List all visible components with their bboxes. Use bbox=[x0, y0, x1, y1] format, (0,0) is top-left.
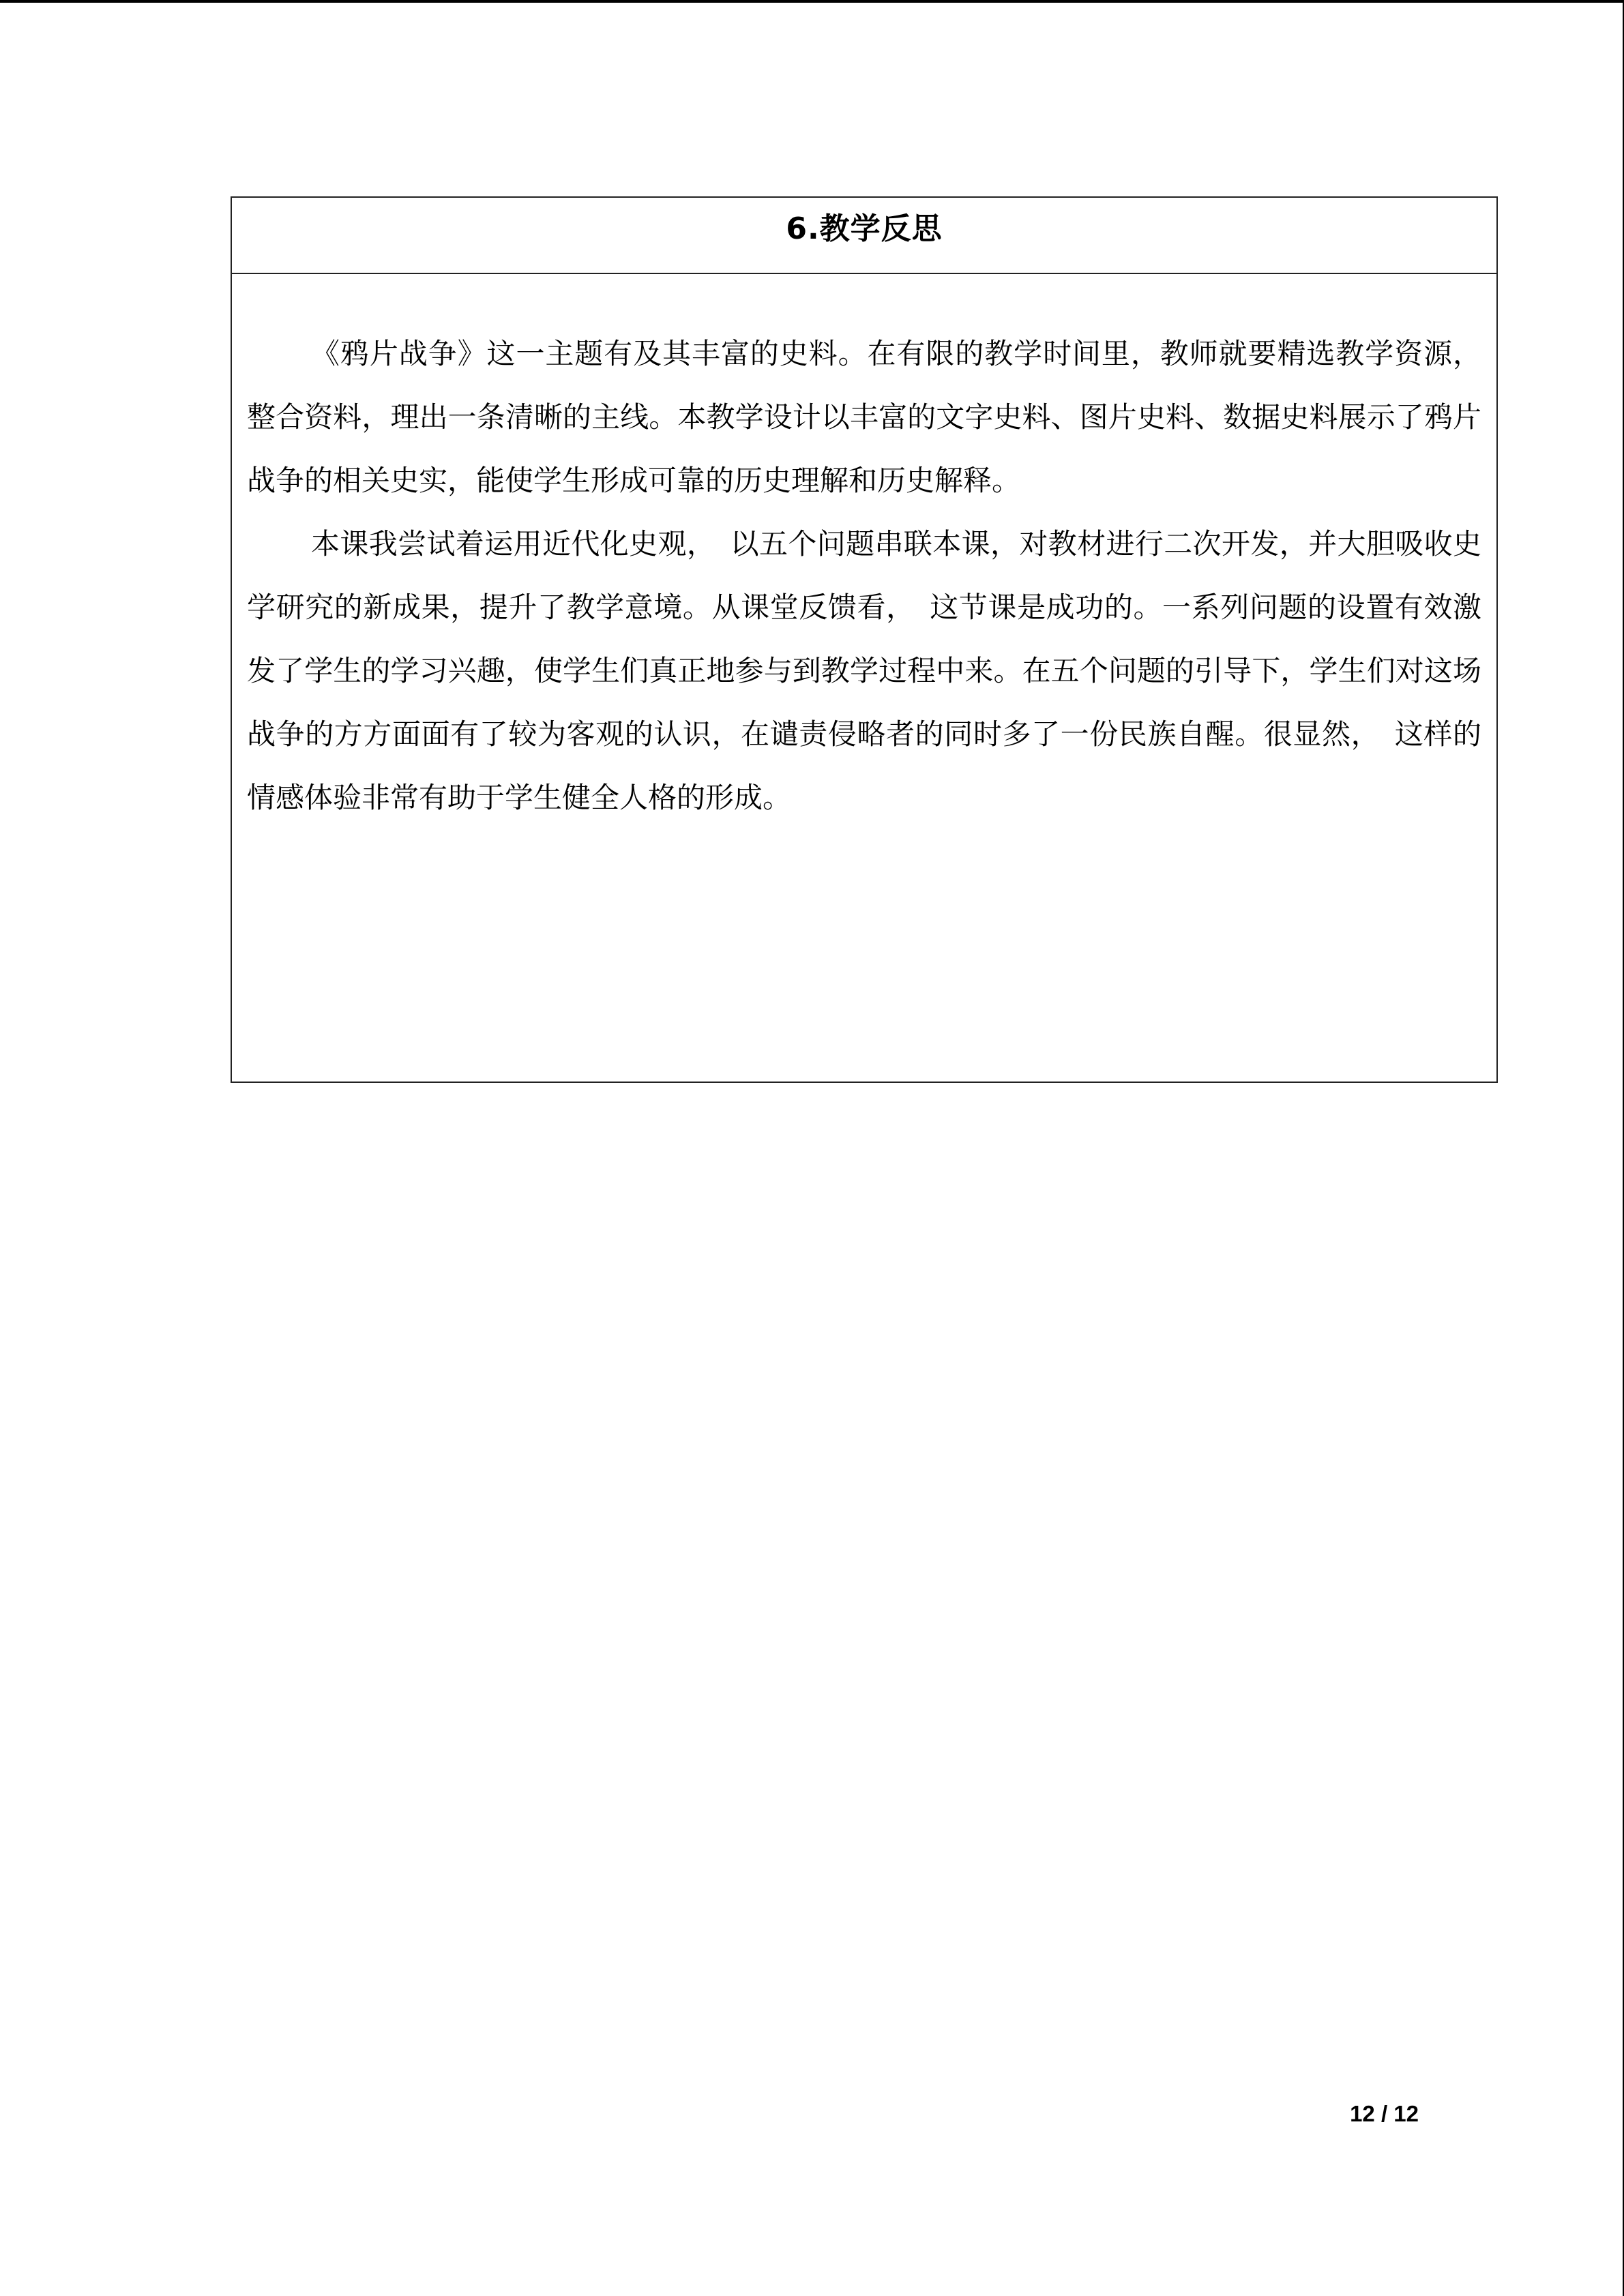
page-top-border bbox=[0, 0, 1624, 3]
table-header-cell bbox=[232, 198, 1496, 274]
reflection-paragraph-1: 《鸦片战争》这一主题有及其丰富的史料。在有限的教学时间里，教师就要精选教学资源，整合资料，理出一条清晰的主线。本教学设计以丰富的文字史料、图片史料、数据史料展示了鸦片战争的相关史实，能使学生形成可靠的历史理解和历史解释。 bbox=[247, 337, 1481, 497]
reflection-paragraph-2: 本课我尝试着运用近代化史观， 以五个问题串联本课，对教材进行二次开发，并大胆吸收史学研究的新成果，提升了教学意境。从课堂反馈看， 这节课是成功的。一系列问题的设置有效激发了学生的学习兴趣，使学生们真正地参与到教学过程中来。在五个问题的引导下，学生们对这场战争的方方面面有了较为客观的认识，在谴责侵略者的同时多了一份民族自醒。很显然， 这样的情感体验非常有助于学生健全人格的形成。 bbox=[247, 527, 1481, 814]
teaching-reflection-table bbox=[231, 196, 1498, 1083]
section-title: 6.教学反思 bbox=[786, 211, 943, 246]
table-body-cell bbox=[232, 274, 1496, 829]
page-number: 12 / 12 bbox=[1350, 2101, 1419, 2126]
